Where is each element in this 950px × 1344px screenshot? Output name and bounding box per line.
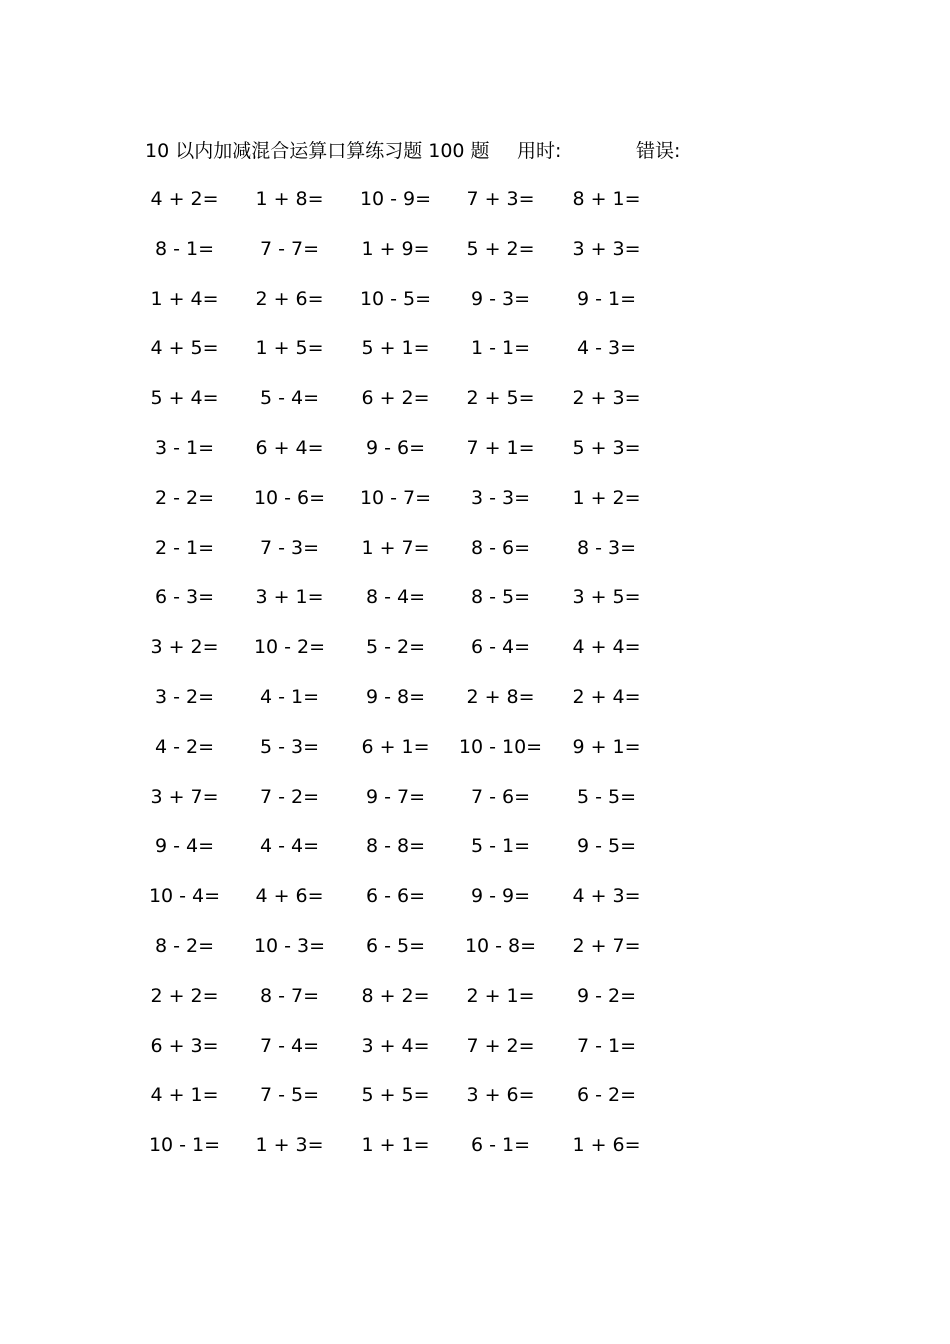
problem-item: 1 + 2= bbox=[572, 486, 641, 509]
problem-item: 10 - 9= bbox=[359, 188, 432, 210]
problem-item: 1 + 6= bbox=[572, 1134, 641, 1157]
problem-item: 1 + 7= bbox=[361, 536, 430, 559]
problem-item: 6 - 2= bbox=[576, 1084, 637, 1107]
problem-item: 4 + 1= bbox=[150, 1084, 219, 1107]
problem-item: 5 + 2= bbox=[466, 237, 535, 260]
problem-row bbox=[0, 683, 950, 733]
worksheet-header bbox=[145, 136, 785, 166]
problem-item: 5 - 1= bbox=[470, 835, 531, 858]
problem-item: 10 - 7= bbox=[359, 486, 432, 509]
problem-item: 2 + 7= bbox=[572, 934, 641, 957]
problem-item: 4 + 4= bbox=[572, 636, 641, 659]
problem-item: 4 + 3= bbox=[572, 885, 641, 908]
problem-item: 3 - 1= bbox=[154, 436, 215, 459]
problem-row bbox=[0, 434, 950, 484]
problem-row bbox=[0, 932, 950, 982]
problem-item: 2 + 4= bbox=[572, 685, 641, 708]
problem-row bbox=[0, 185, 950, 235]
problem-item: 9 - 8= bbox=[365, 685, 426, 708]
problem-item: 9 - 1= bbox=[576, 287, 637, 310]
problem-row bbox=[0, 334, 950, 384]
problem-item: 7 - 5= bbox=[259, 1084, 320, 1107]
problem-item: 3 + 1= bbox=[255, 586, 324, 609]
problem-item: 10 - 8= bbox=[464, 934, 537, 957]
time-used-label: 用时: bbox=[517, 140, 562, 162]
problem-item: 3 + 3= bbox=[572, 237, 641, 260]
problem-row bbox=[0, 733, 950, 783]
problem-item: 7 - 1= bbox=[576, 1034, 637, 1057]
problem-row bbox=[0, 285, 950, 335]
problem-item: 8 - 7= bbox=[259, 984, 320, 1007]
problem-item: 7 - 7= bbox=[259, 237, 320, 260]
problem-item: 6 - 5= bbox=[365, 934, 426, 957]
problem-item: 9 - 4= bbox=[154, 835, 215, 858]
problem-item: 8 - 6= bbox=[470, 536, 531, 559]
problem-row bbox=[0, 235, 950, 285]
problem-item: 1 + 9= bbox=[361, 237, 430, 260]
problem-item: 6 - 3= bbox=[154, 586, 215, 609]
problem-item: 4 + 6= bbox=[255, 885, 324, 908]
problem-row bbox=[0, 783, 950, 833]
problem-row bbox=[0, 484, 950, 534]
problem-item: 3 + 5= bbox=[572, 586, 641, 609]
problem-item: 1 + 3= bbox=[255, 1134, 324, 1157]
problem-item: 7 - 4= bbox=[259, 1034, 320, 1057]
problem-row bbox=[0, 384, 950, 434]
problem-row bbox=[0, 982, 950, 1032]
problem-item: 4 - 3= bbox=[576, 337, 637, 360]
problem-item: 10 - 1= bbox=[148, 1134, 221, 1157]
problem-item: 2 + 6= bbox=[255, 287, 324, 310]
problem-item: 9 - 5= bbox=[576, 835, 637, 858]
problem-item: 5 - 5= bbox=[576, 785, 637, 808]
problem-item: 9 - 9= bbox=[470, 885, 531, 908]
problem-item: 4 + 2= bbox=[150, 188, 219, 210]
problem-item: 2 + 2= bbox=[150, 984, 219, 1007]
problem-item: 1 + 1= bbox=[361, 1134, 430, 1157]
problem-item: 10 - 5= bbox=[359, 287, 432, 310]
problem-item: 1 + 5= bbox=[255, 337, 324, 360]
problem-item: 6 - 4= bbox=[470, 636, 531, 659]
problem-item: 6 + 3= bbox=[150, 1034, 219, 1057]
problem-item: 7 - 2= bbox=[259, 785, 320, 808]
problem-row bbox=[0, 583, 950, 633]
problem-item: 3 - 2= bbox=[154, 685, 215, 708]
problem-item: 9 - 7= bbox=[365, 785, 426, 808]
problem-item: 10 - 10= bbox=[458, 735, 543, 758]
problem-item: 9 + 1= bbox=[572, 735, 641, 758]
problem-item: 6 - 1= bbox=[470, 1134, 531, 1157]
worksheet-title: 10 以内加减混合运算口算练习题 100 题 bbox=[145, 140, 490, 162]
problem-row bbox=[0, 633, 950, 683]
problem-item: 3 - 3= bbox=[470, 486, 531, 509]
problem-item: 2 - 2= bbox=[154, 486, 215, 509]
problem-item: 8 - 4= bbox=[365, 586, 426, 609]
problem-row bbox=[0, 1081, 950, 1131]
problem-item: 4 - 2= bbox=[154, 735, 215, 758]
problem-item: 7 - 3= bbox=[259, 536, 320, 559]
problem-item: 5 - 4= bbox=[259, 387, 320, 410]
problem-row bbox=[0, 882, 950, 932]
problem-item: 4 + 5= bbox=[150, 337, 219, 360]
problem-item: 4 - 1= bbox=[259, 685, 320, 708]
problem-item: 1 + 4= bbox=[150, 287, 219, 310]
problem-item: 6 + 4= bbox=[255, 436, 324, 459]
problem-item: 5 + 5= bbox=[361, 1084, 430, 1107]
problem-item: 9 - 2= bbox=[576, 984, 637, 1007]
problem-item: 6 + 1= bbox=[361, 735, 430, 758]
errors-label: 错误: bbox=[636, 140, 681, 162]
problem-item: 4 - 4= bbox=[259, 835, 320, 858]
problem-item: 5 - 2= bbox=[365, 636, 426, 659]
problem-item: 10 - 6= bbox=[253, 486, 326, 509]
problem-item: 3 + 2= bbox=[150, 636, 219, 659]
problem-item: 5 + 1= bbox=[361, 337, 430, 360]
problem-item: 8 + 2= bbox=[361, 984, 430, 1007]
problem-item: 9 - 6= bbox=[365, 436, 426, 459]
problem-item: 7 + 3= bbox=[466, 188, 535, 210]
problem-item: 8 - 3= bbox=[576, 536, 637, 559]
problem-item: 7 + 2= bbox=[466, 1034, 535, 1057]
problem-item: 3 + 6= bbox=[466, 1084, 535, 1107]
problem-item: 8 - 8= bbox=[365, 835, 426, 858]
problem-item: 3 + 7= bbox=[150, 785, 219, 808]
problem-row bbox=[0, 832, 950, 882]
problem-item: 10 - 2= bbox=[253, 636, 326, 659]
problem-row bbox=[0, 1131, 950, 1181]
problem-item: 8 - 1= bbox=[154, 237, 215, 260]
problem-item: 6 + 2= bbox=[361, 387, 430, 410]
problem-row bbox=[0, 534, 950, 584]
problem-item: 7 + 1= bbox=[466, 436, 535, 459]
problem-item: 7 - 6= bbox=[470, 785, 531, 808]
problem-item: 8 - 5= bbox=[470, 586, 531, 609]
problem-grid bbox=[0, 185, 950, 1181]
problem-item: 2 + 3= bbox=[572, 387, 641, 410]
problem-item: 8 - 2= bbox=[154, 934, 215, 957]
problem-item: 2 - 1= bbox=[154, 536, 215, 559]
problem-item: 8 + 1= bbox=[572, 188, 641, 210]
problem-item: 3 + 4= bbox=[361, 1034, 430, 1057]
problem-item: 5 + 4= bbox=[150, 387, 219, 410]
problem-item: 6 - 6= bbox=[365, 885, 426, 908]
problem-item: 2 + 1= bbox=[466, 984, 535, 1007]
problem-item: 2 + 5= bbox=[466, 387, 535, 410]
problem-item: 10 - 3= bbox=[253, 934, 326, 957]
problem-item: 1 + 8= bbox=[255, 188, 324, 210]
problem-item: 5 + 3= bbox=[572, 436, 641, 459]
problem-item: 10 - 4= bbox=[148, 885, 221, 908]
problem-item: 9 - 3= bbox=[470, 287, 531, 310]
problem-row bbox=[0, 1032, 950, 1082]
problem-item: 1 - 1= bbox=[470, 337, 531, 360]
problem-item: 2 + 8= bbox=[466, 685, 535, 708]
problem-item: 5 - 3= bbox=[259, 735, 320, 758]
